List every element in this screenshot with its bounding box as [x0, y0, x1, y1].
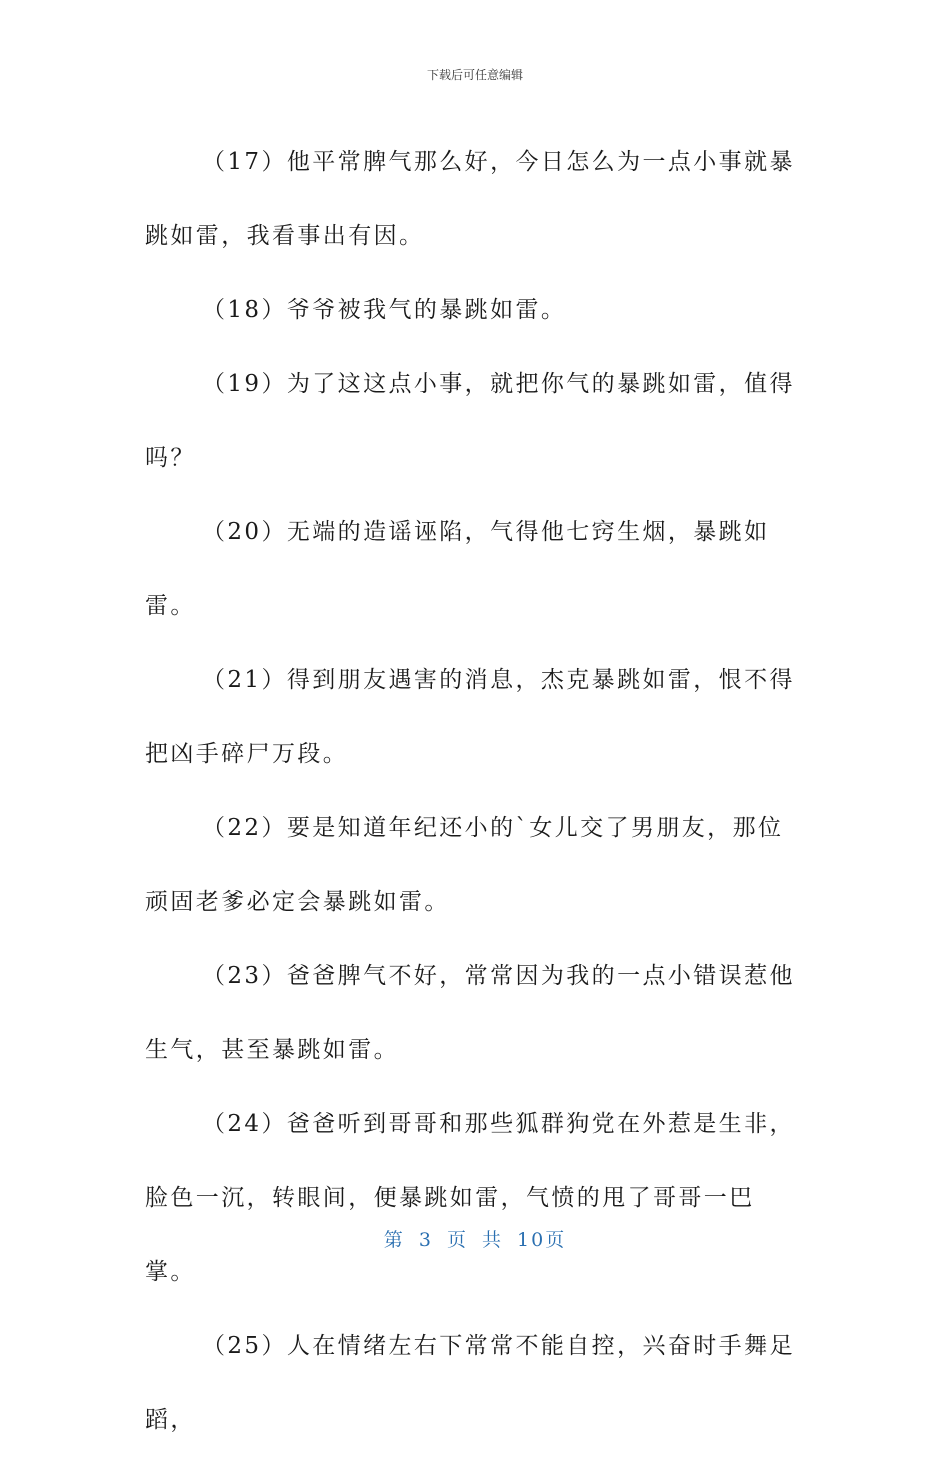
document-body [145, 125, 805, 1457]
paragraph-22: （22）要是知道年纪还小的`女儿交了男朋友，那位顽固老爹必定会暴跳如雷。 [145, 815, 784, 915]
paragraph-17: （17）他平常脾气那么好，今日怎么为一点小事就暴跳如雷，我看事出有因。 [145, 149, 795, 249]
paragraph-25: （25）人在情绪左右下常常不能自控，兴奋时手舞足蹈， [145, 1333, 795, 1433]
paragraph-20: （20）无端的造谣诬陷，气得他七窍生烟，暴跳如雷。 [145, 519, 770, 619]
paragraph-19: （19）为了这这点小事，就把你气的暴跳如雷，值得吗？ [145, 371, 795, 471]
paragraph-23: （23）爸爸脾气不好，常常因为我的一点小错误惹他生气，甚至暴跳如雷。 [145, 963, 795, 1063]
page-number-footer: 第 3 页 共 10页 [383, 1229, 567, 1251]
paragraph-24: （24）爸爸听到哥哥和那些狐群狗党在外惹是生非，脸色一沉，转眼间，便暴跳如雷，气愤的甩了哥哥一巴掌。 [145, 1111, 795, 1285]
page-header: 下载后可任意编辑 [426, 68, 523, 82]
paragraph-21: （21）得到朋友遇害的消息，杰克暴跳如雷，恨不得把凶手碎尸万段。 [145, 667, 795, 767]
paragraph-18: （18）爷爷被我气的暴跳如雷。 [202, 297, 567, 323]
